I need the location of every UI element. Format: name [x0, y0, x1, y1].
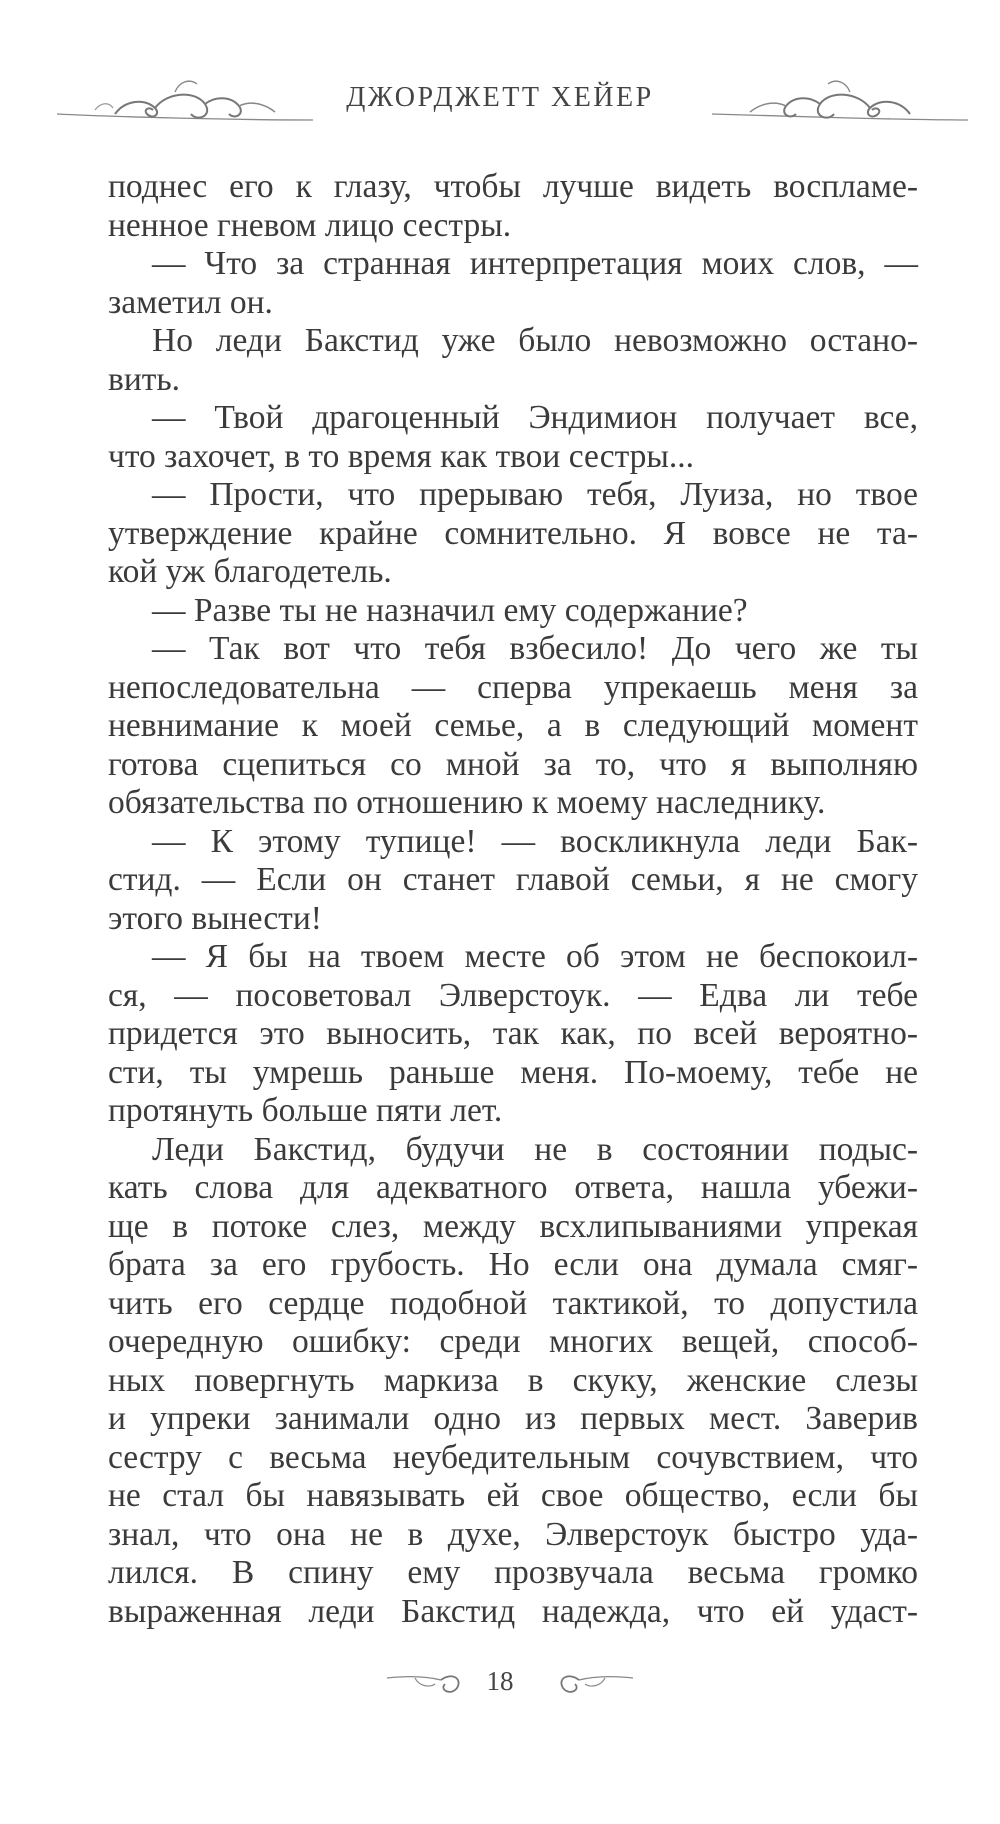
running-header [0, 60, 1000, 140]
page-number: 18 [486, 1666, 514, 1696]
text-line: кой уж благодетель. [108, 553, 392, 590]
text-line: утверждение крайне сомнительно. Я вовсе не та- [108, 514, 918, 552]
text-line: — Так вот что тебя взбесило! До чего же ты [152, 630, 918, 667]
text-line: ненное гневом лицо сестры. [108, 206, 512, 244]
text-line: — К этому тупице! — воскликнула леди Бак- [152, 822, 918, 860]
text-line: сестру с весьма неубедительным сочувствием, что [108, 1438, 918, 1476]
text-line: невнимание к моей семье, а в следующий момент [108, 707, 918, 744]
scroll-ornament-icon [555, 1664, 635, 1700]
text-line: вить. [108, 360, 181, 398]
text-line: обязательства по отношению к моему наследнику. [108, 784, 826, 821]
text-line: — Разве ты не назначил ему содержание? [152, 591, 748, 629]
text-line: очередную ошибку: среди многих вещей, способ- [108, 1323, 918, 1360]
text-line: ся, — посоветовал Элверстоук. — Едва ли тебе [108, 976, 918, 1014]
text-line: что захочет, в то время как твои сестры... [108, 437, 695, 475]
text-line: и упреки занимали одно из первых мест. Заверив [108, 1400, 918, 1437]
text-line: ще в потоке слез, между всхлипываниями упрекая [108, 1207, 918, 1245]
text-line: непоследовательна — сперва упрекаешь меня за [108, 668, 918, 706]
text-line: придется это выносить, так как, по всей вероятно- [108, 1015, 918, 1052]
text-line: не стал бы навязывать ей свое общество, если бы [108, 1477, 918, 1514]
running-header-title: ДЖОРДЖЕТТ ХЕЙЕР [346, 82, 654, 113]
text-line: протянуть больше пяти лет. [108, 1092, 503, 1129]
text-line: — Твой драгоценный Эндимион получает все, [152, 399, 918, 436]
flourish-ornament-icon [710, 70, 970, 130]
text-line: Но леди Бакстид уже было невозможно останo- [152, 322, 918, 359]
text-line: готова сцепиться со мной за то, что я выполняю [108, 745, 918, 783]
text-line: Леди Бакстид, будучи не в состоянии подыс- [152, 1130, 918, 1168]
text-line: поднес его к глазу, чтобы лучше видеть воспламе- [108, 168, 918, 205]
text-line: брата за его грубость. Но если она думала смяг- [108, 1246, 918, 1283]
text-line: ных повергнуть маркиза в скуку, женские слезы [108, 1361, 918, 1399]
page-footer [0, 1660, 1000, 1710]
text-line: лился. В спину ему прозвучала весьма громко [108, 1554, 918, 1591]
text-line: знал, что она не в духе, Элверстоук быстро уда- [108, 1515, 918, 1553]
text-line: — Я бы на твоем месте об этом не беспокоил- [152, 938, 918, 975]
text-line: сти, ты умрешь раньше меня. По-моему, тебе не [108, 1053, 918, 1091]
text-line: выраженная леди Бакстид надежда, что ей удаст- [108, 1592, 918, 1630]
text-line: этого вынести! [108, 899, 322, 937]
text-line: чить его сердце подобной тактикой, то допустила [108, 1284, 918, 1322]
body-text [108, 168, 918, 1631]
text-line: кать слова для адекватного ответа, нашла убежи- [108, 1169, 918, 1206]
text-line: — Прости, что прерываю тебя, Луиза, но твое [152, 476, 918, 513]
text-line: заметил он. [108, 283, 273, 321]
text-line: — Что за странная интерпретация моих слов, — [152, 245, 918, 282]
text-line: стид. — Если он станет главой семьи, я не смогу [108, 861, 918, 898]
